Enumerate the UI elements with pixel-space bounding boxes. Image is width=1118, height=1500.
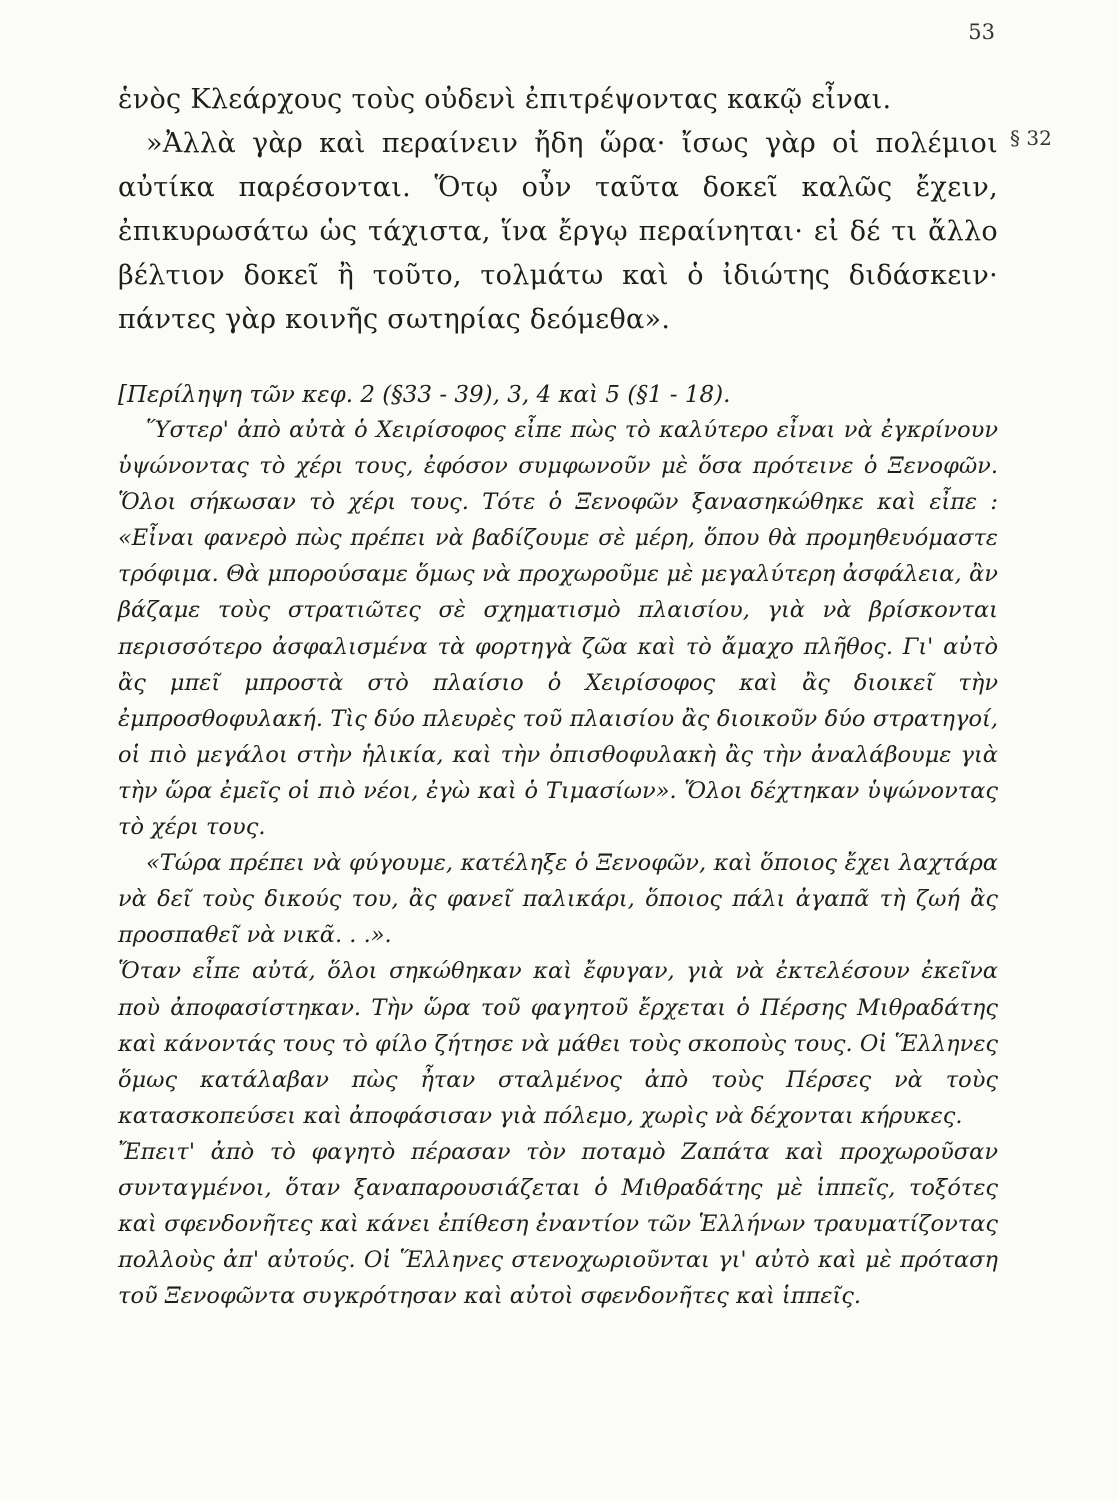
summary-heading: [Περίληψη τῶν κεφ. 2 (§33 - 39), 3, 4 καὶ 5 (§1 - 18).	[118, 382, 731, 408]
ancient-greek-text	[118, 78, 998, 342]
section-marker: § 32	[1010, 126, 1052, 150]
summary-paragraph: «Τώρα πρέπει νὰ φύγουμε, κατέληξε ὁ Ξενοφῶν, καὶ ὅποιος ἔχει λαχτάρα νὰ δεῖ τοὺς δικούς του, ἂς φανεῖ παλικάρι, ὅποιος πάλι ἀγαπᾶ τὴ ζωή ἂς προσπαθεῖ νὰ νικᾶ. . .».	[118, 850, 998, 949]
page-number: 53	[968, 20, 995, 44]
ancient-text-paragraph: »Ἀλλὰ γὰρ καὶ περαίνειν ἤδη ὥρα· ἴσως γὰρ οἱ πολέμιοι αὐτίκα παρέσονται. Ὅτῳ οὖν ταῦτα δοκεῖ καλῶς ἔχειν, ἐπικυρωσάτω ὡς τάχιστα, ἵνα ἔργῳ περαίνηται· εἰ δέ τι ἄλλο βέλτιον δοκεῖ ἢ τοῦτο, τολμάτω καὶ ὁ ἰδιώτης διδάσκειν· πάντες γὰρ κοινῆς σωτηρίας δεόμεθα».	[118, 128, 998, 335]
summary-paragraph: Ὅταν εἶπε αὐτά, ὅλοι σηκώθηκαν καὶ ἔφυγαν, γιὰ νὰ ἐκτελέσουν ἐκεῖνα ποὺ ἀποφασίστηκαν. Τὴν ὥρα τοῦ φαγητοῦ ἔρχεται ὁ Πέρσης Μιθραδάτης καὶ κάνοντάς τους τὸ φίλο ζήτησε νὰ μάθει τοὺς σκοποὺς τους. Οἱ Ἕλληνες ὅμως κατάλαβαν πὼς ἦταν σταλμένος ἀπὸ τοὺς Πέρσες νὰ τοὺς κατασκοπεύσει καὶ ἀποφάσισαν γιὰ πόλεμο, χωρὶς νὰ δέχονται κήρυκες.	[118, 958, 998, 1129]
ancient-text-line: ἑνὸς Κλεάρχους τοὺς οὐδενὶ ἐπιτρέψοντας κακῷ εἶναι.	[118, 84, 892, 115]
modern-greek-summary	[118, 412, 998, 1314]
summary-paragraph: Ἔπειτ' ἀπὸ τὸ φαγητὸ πέρασαν τὸν ποταμὸ Ζαπάτα καὶ προχωροῦσαν συνταγμένοι, ὅταν ξαναπαρουσιάζεται ὁ Μιθραδάτης μὲ ἱππεῖς, τοξότες καὶ σφενδονῆτες καὶ κάνει ἐπίθεση ἐναντίον τῶν Ἑλλήνων τραυματίζοντας πολλοὺς ἀπ' αὐτούς. Οἱ Ἕλληνες στενοχωριοῦνται γι' αὐτὸ καὶ μὲ πρόταση τοῦ Ξενοφῶντα συγκρότησαν καὶ αὐτοὶ σφενδονῆτες καὶ ἱππεῖς.	[118, 1138, 998, 1310]
summary-paragraph: Ὕστερ' ἀπὸ αὐτὰ ὁ Χειρίσοφος εἶπε πὼς τὸ καλύτερο εἶναι νὰ ἐγκρίνουν ὑψώνοντας τὸ χέρι τους, ἐφόσον συμφωνοῦν μὲ ὅσα πρότεινε ὁ Ξενοφῶν. Ὅλοι σήκωσαν τὸ χέρι τους. Τότε ὁ Ξενοφῶν ξανασηκώθηκε καὶ εἶπε : «Εἶναι φανερὸ πὼς πρέπει νὰ βαδίζουμε σὲ μέρη, ὅπου θὰ προμηθευόμαστε τρόφιμα. Θὰ μπορούσαμε ὅμως νὰ προχωροῦμε μὲ μεγαλύτερη ἀσφάλεια, ἂν βάζαμε τοὺς στρατιῶτες σὲ σχηματισμὸ πλαισίου, γιὰ νὰ βρίσκονται περισσότερο ἀσφαλισμένα τὰ φορτηγὰ ζῶα καὶ τὸ ἄμαχο πλῆθος. Γι' αὐτὸ ἂς μπεῖ μπροστὰ στὸ πλαίσιο ὁ Χειρίσοφος καὶ ἂς διοικεῖ τὴν ἐμπροσθοφυλακή. Τὶς δύο πλευρὲς τοῦ πλαισίου ἂς διοικοῦν δύο στρατηγοί, οἱ πιὸ μεγάλοι στὴν ἡλικία, καὶ τὴν ὀπισθοφυλακὴ ἂς τὴν ἀναλάβουμε γιὰ τὴν ὥρα ἐμεῖς οἱ πιὸ νέοι, ἐγὼ καὶ ὁ Τιμασίων». Ὅλοι δέχτηκαν ὑψώνοντας τὸ χέρι τους.	[118, 417, 998, 841]
